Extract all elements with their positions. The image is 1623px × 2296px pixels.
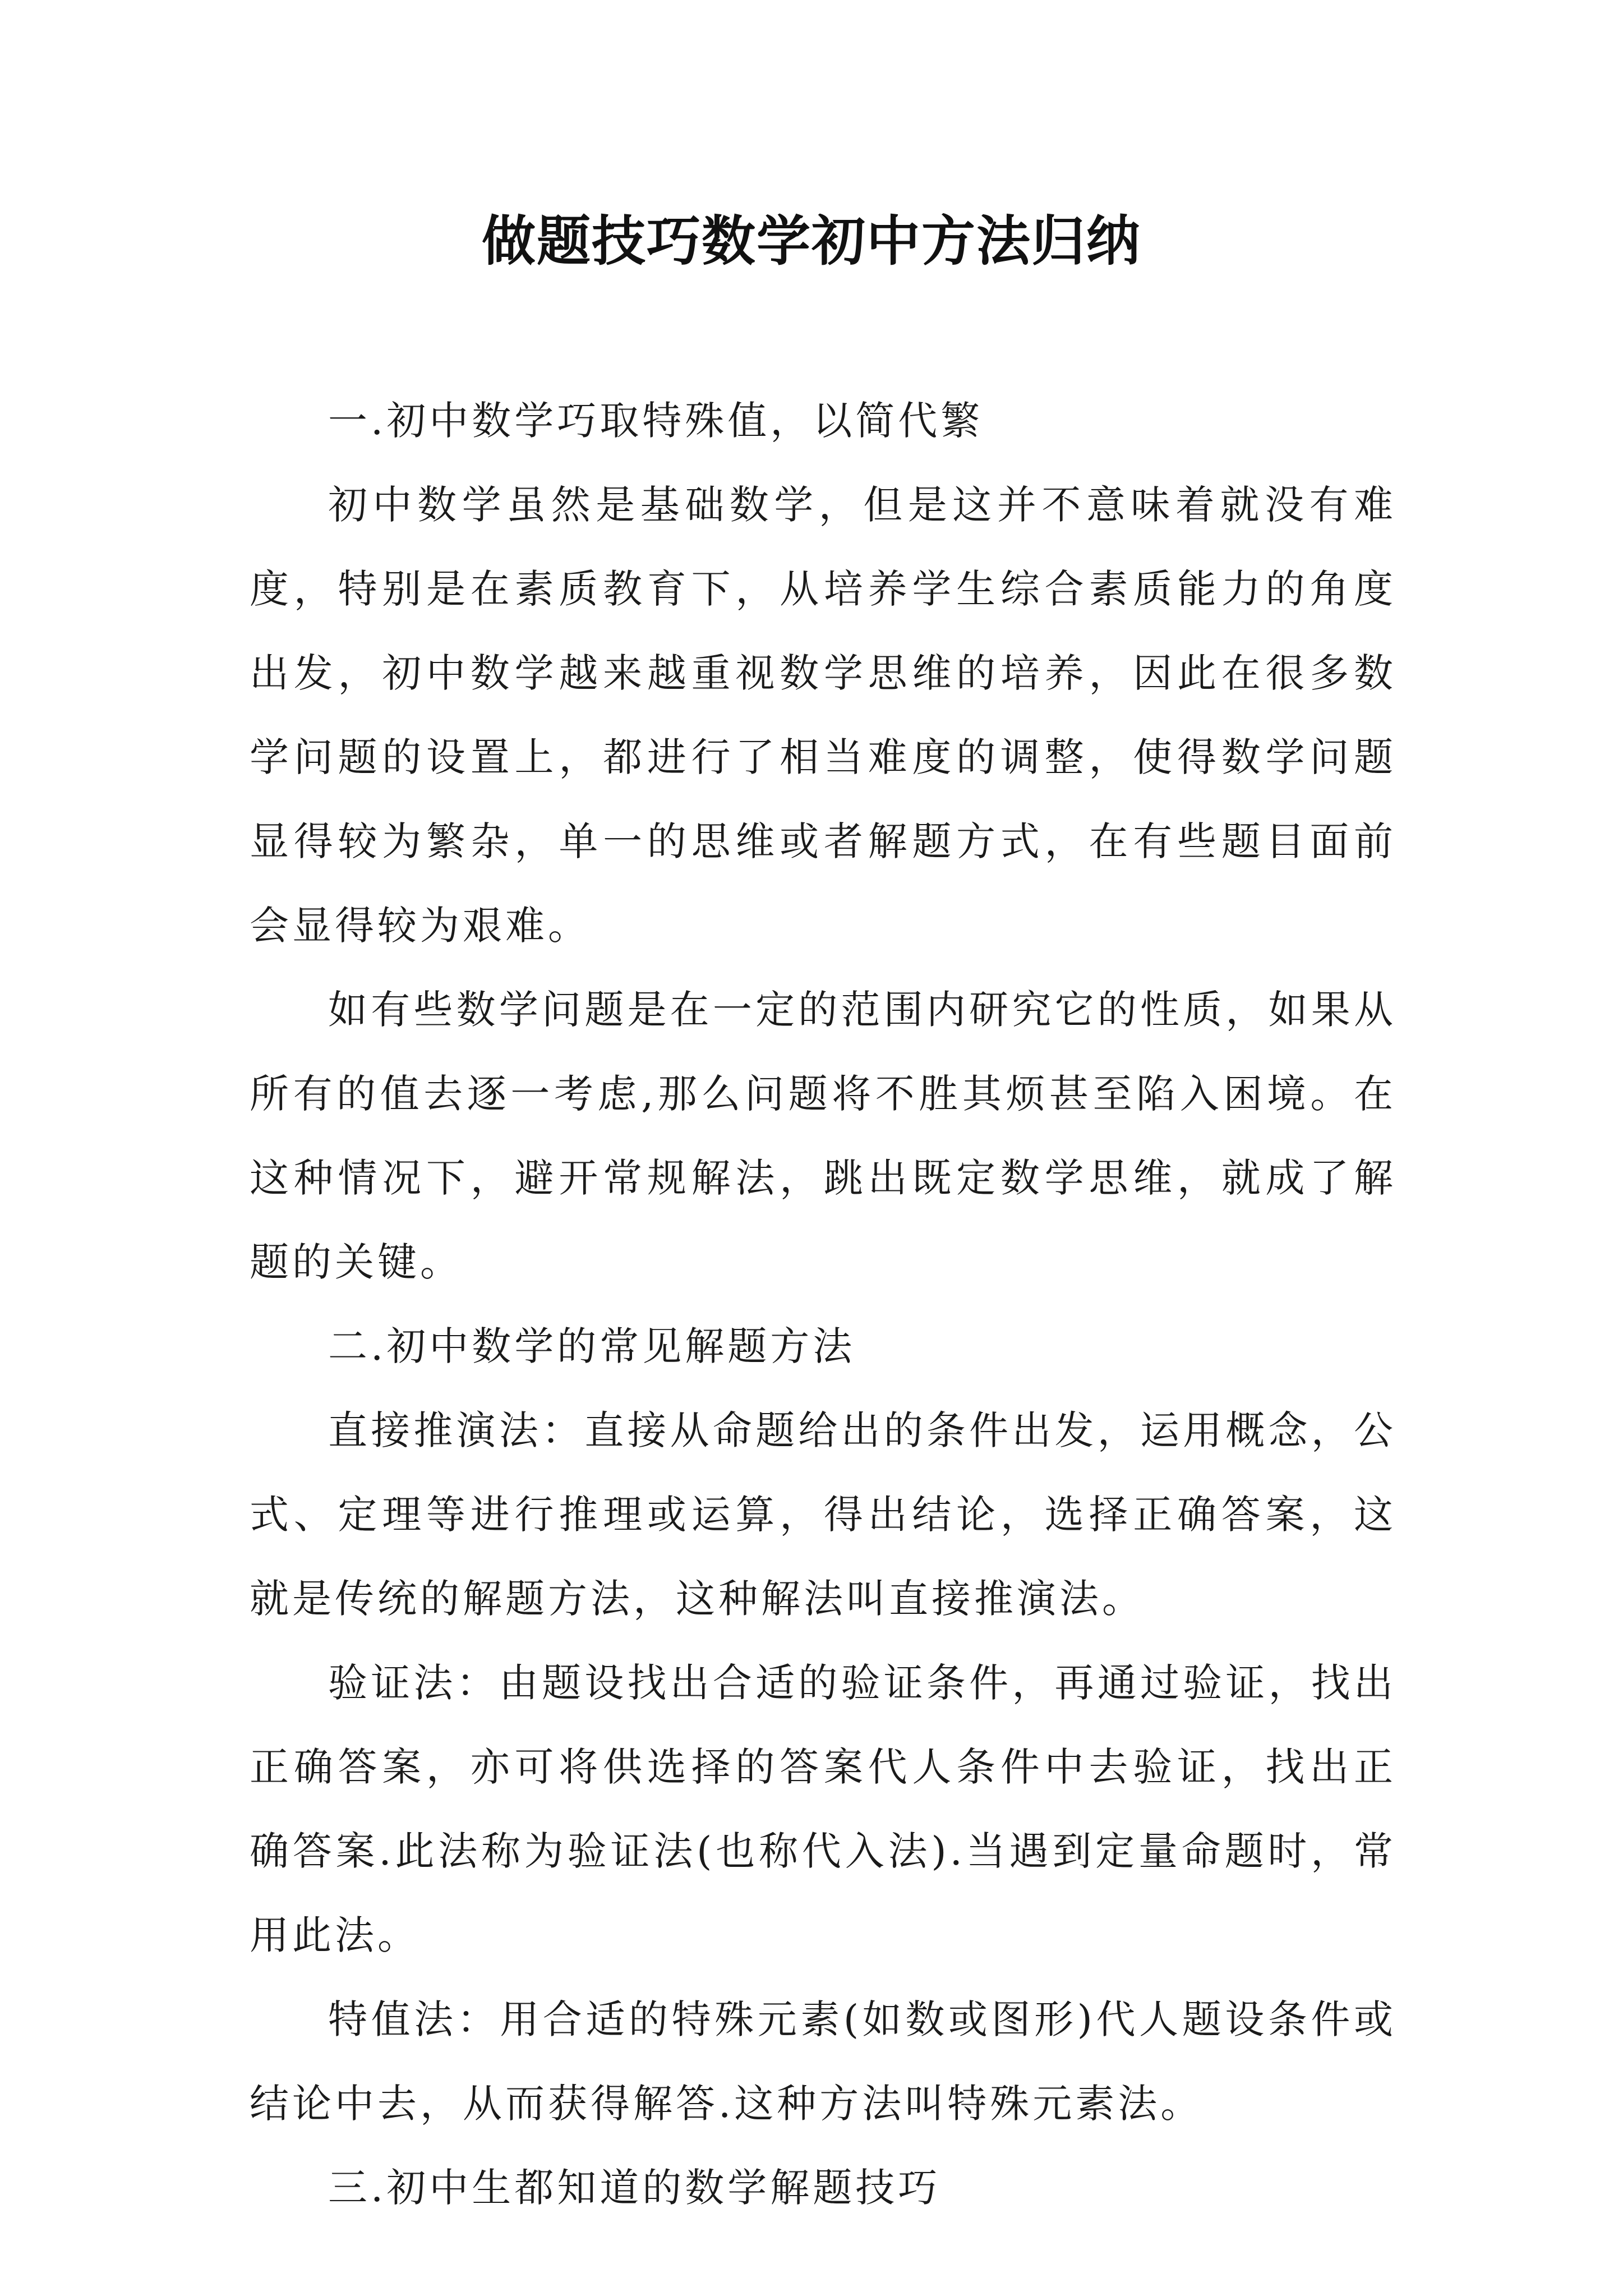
body-paragraph: 特值法：用合适的特殊元素(如数或图形)代人题设条件或结论中去，从而获得解答.这种方法叫特殊元素法。 — [250, 1996, 1396, 2127]
body-paragraph: 初中数学虽然是基础数学，但是这并不意味着就没有难度，特别是在素质教育下，从培养学生综合素质能力的角度出发，初中数学越来越重视数学思维的培养，因此在很多数学问题的设置上，都进行了相当难度的调整，使得数学问题显得较为繁杂，单一的思维或者解题方式，在有些题目面前会显得较为艰难。 — [250, 482, 1396, 949]
section-heading-3: 三.初中生都知道的数学解题技巧 — [328, 2165, 941, 2211]
section-heading-1: 一.初中数学巧取特殊值，以简代繁 — [328, 398, 984, 444]
document-title: 做题技巧数学初中方法归纳 — [482, 209, 1141, 273]
section-heading-2: 二.初中数学的常见解题方法 — [328, 1323, 856, 1369]
body-paragraph: 直接推演法：直接从命题给出的条件出发，运用概念，公式、定理等进行推理或运算，得出结论，选择正确答案，这就是传统的解题方法，这种解法叫直接推演法。 — [250, 1407, 1396, 1622]
body-paragraph: 验证法：由题设找出合适的验证条件，再通过验证，找出正确答案，亦可将供选择的答案代人条件中去验证，找出正确答案.此法称为验证法(也称代入法).当遇到定量命题时，常用此法。 — [250, 1660, 1396, 1958]
body-paragraph: 如有些数学问题是在一定的范围内研究它的性质，如果从所有的值去逐一考虑,那么问题将不胜其烦甚至陷入困境。在这种情况下，避开常规解法，跳出既定数学思维，就成了解题的关键。 — [250, 987, 1396, 1285]
document-body — [250, 379, 1396, 2230]
